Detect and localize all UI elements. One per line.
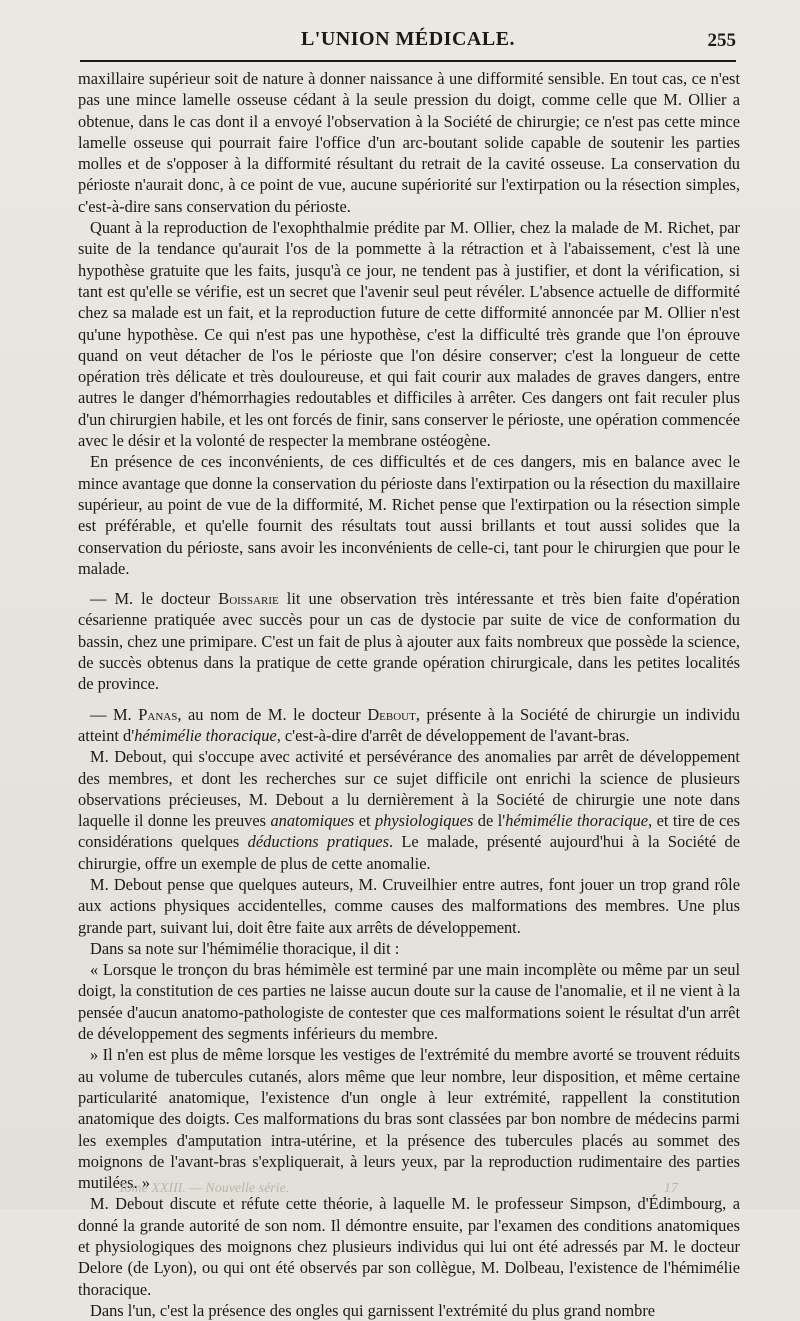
quote-paragraph-2: » Il n'en est plus de même lorsque les vestiges de l'extrémité du membre avorté se trouvent réduits au volume de tubercules cutanés, alors même que leur nombre, leur disposition, et même certaine particularité anatomique, l'existence d'un ongle à leur extrémité, rappellent la constitution anatomique des doigts. Ces malformations du bras sont classées par bon nombre de médecins parmi les exemples d'amputation intra-utérine, et la présence des tubercules placés au sommet des moignons de l'avant-bras s'expliquerait, à leurs yeux, par la reproduction rudimentaire des parties mutilées. »	[78, 1045, 740, 1193]
p6-em2: physiologiques	[374, 811, 474, 831]
p6-em3: hémimélie thoracique	[505, 811, 649, 831]
p5-term: hémimélie thoracique	[134, 725, 277, 745]
paragraph-3: En présence de ces inconvénients, de ces difficultés et de ces dangers, mis en balance avec le mince avantage que donne la conservation du périoste dans l'extirpation ou la résection du maxillaire supérieur, au point de vue de la difformité, M. Richet pense que l'extirpation ou la résection simple est préférable, et qu'elle fournit des résultats tout aussi brillants et tout aussi solides que la conservation du périoste, sans avoir les inconvénients de celle-ci, tant pour le chirurgien que pour le malade.	[78, 452, 740, 578]
p6-em1: anatomiques	[270, 811, 355, 831]
footer-signature: 17	[664, 1181, 678, 1196]
p5-mid1: , au nom de M. le docteur	[177, 704, 368, 724]
body-text	[78, 68, 740, 1321]
author-name-panas: Panas	[138, 704, 178, 724]
page-header	[80, 18, 736, 58]
paragraph-12: Dans l'un, c'est la présence des ongles qui garnissent l'extrémité du plus grand nombre	[90, 1300, 656, 1320]
p4-lead: — M. le docteur	[90, 589, 219, 609]
p6-a: M. Debout, qui s'occupe avec activité et persévérance des anomalies par arrêt de développement des membres, et dont les recherches sur ce sujet difficile ont enrichi la science de plusieurs observations précieuses, M. Debout a lu dernièrement à la Société de chirurgie une note dans laquelle il donne les preuves	[78, 747, 740, 831]
p5-rest: , c'est-à-dire d'arrêt de développement de l'avant-bras.	[276, 725, 630, 745]
paragraph-11: M. Debout discute et réfute cette théorie, à laquelle M. le professeur Simpson, d'Édimbourg, a donné la grande autorité de son nom. Il démontre ensuite, par l'examen des conditions anatomiques et physiologiques des moignons chez plusieurs individus qui lui ont été adressés par M. le docteur Delore (de Lyon), ou qui ont été observés par son collègue, M. Dolbeau, l'existence de l'hémimélie thoracique.	[78, 1194, 740, 1299]
paragraph-7: M. Debout pense que quelques auteurs, M. Cruveilhier entre autres, font jouer un trop grand rôle aux actions physiques accidentelles, comme causes des malformations des membres. Une plus grande part, suivant lui, doit être faite aux arrêts de développement.	[78, 874, 740, 937]
p6-em4: déductions pratiques	[247, 832, 389, 852]
p6-e: . Le malade, présenté aujourd'hui à la Société de chirurgie, offre un exemple de plus de cette anomalie.	[78, 832, 740, 873]
paragraph-2: Quant à la reproduction de l'exophthalmie prédite par M. Ollier, chez la malade de M. Richet, par suite de la tendance qu'aurait l'os de la pommette à la rétraction et à l'abaissement, c'est là une hypothèse gratuite que les faits, jusqu'à ce jour, ne tendent pas à justifier, et dont la vérification, si tant est qu'elle se vérifie, est un secret que l'avenir seul peut révéler. L'absence actuelle de difformité chez sa malade est un fait, et la reproduction future de cette difformité annoncée par M. Ollier n'est qu'une hypothèse. Ce qui n'est pas une hypothèse, c'est la difficulté très grande que l'on éprouve quand on veut détacher de l'os le périoste que l'on désire conserver; c'est la longueur de cette opération très délicate et très douloureuse, et qui fait courir aux malades de graves dangers, entre autres le danger d'hémorrhagies redoutables et difficiles à arrêter. Ces dangers ont fait reculer plus d'un chirurgien habile, et les ont forcés de finir, sans conserver le périoste, une opération commencée avec le désir et la volonté de respecter la membrane ostéogène.	[78, 218, 740, 451]
p5-lead: — M.	[90, 704, 139, 724]
paragraph-6	[78, 746, 740, 874]
paragraph-1: maxillaire supérieur soit de nature à donner naissance à une difformité sensible. En tout cas, ce n'est pas une mince lamelle osseuse cédant à la seule pression du doigt, comme celle que M. Ollier a obtenue, dans le cas dont il a envoyé l'observation à la Société de chirurgie; ce n'est pas cette mince lamelle osseuse qui pourrait faire l'office d'un arc-boutant solide capable de soutenir les parties molles et de s'opposer à la difformité résultant du retrait de la cavité osseuse. La conservation du périoste n'aurait donc, à ce point de vue, aucune supériorité sur l'extirpation ou la résection simples, c'est-à-dire sans conservation du périoste.	[78, 69, 740, 216]
paragraph-5	[78, 704, 740, 747]
page-number: 255	[707, 30, 736, 51]
paragraph-4	[78, 588, 740, 694]
paragraph-8: Dans sa note sur l'hémimélie thoracique, il dit :	[90, 938, 400, 958]
p6-d: , et tire de ces considérations quelques	[78, 811, 740, 852]
p6-b: et	[354, 811, 375, 831]
header-rule	[80, 60, 736, 62]
footer-volume: Tome XXIII. — Nouvelle série.	[118, 1181, 290, 1196]
p6-c: de l'	[473, 811, 506, 831]
author-name-boissarie: Boissarie	[218, 589, 279, 609]
page-footer	[118, 1181, 678, 1197]
running-title: L'UNION MÉDICALE.	[300, 28, 516, 50]
author-name-debout: Debout	[367, 704, 416, 724]
p5-mid2: , présente à la Société de chirurgie un individu atteint d'	[78, 704, 740, 745]
p4-rest: lit une observation très intéressante et très bien faite d'opération césarienne pratiquée avec succès pour un cas de dystocie par suite de vice de conformation du bassin, chez une primipare. C'est un fait de plus à ajouter aux faits nombreux que possède la science, de succès obtenus dans la pratique de cette grande opération chirurgicale, dans les petites localités de province.	[78, 589, 740, 694]
quote-paragraph-1: « Lorsque le tronçon du bras hémimèle est terminé par une main incomplète ou même par un seul doigt, la constitution de ces parties ne laisse aucun doute sur la cause de l'anomalie, et il ne vient à la pensée d'aucun anatomo-pathologiste de contester que ces malformations soient le résultat d'un arrêt de développement des segments inférieurs du membre.	[78, 960, 740, 1044]
